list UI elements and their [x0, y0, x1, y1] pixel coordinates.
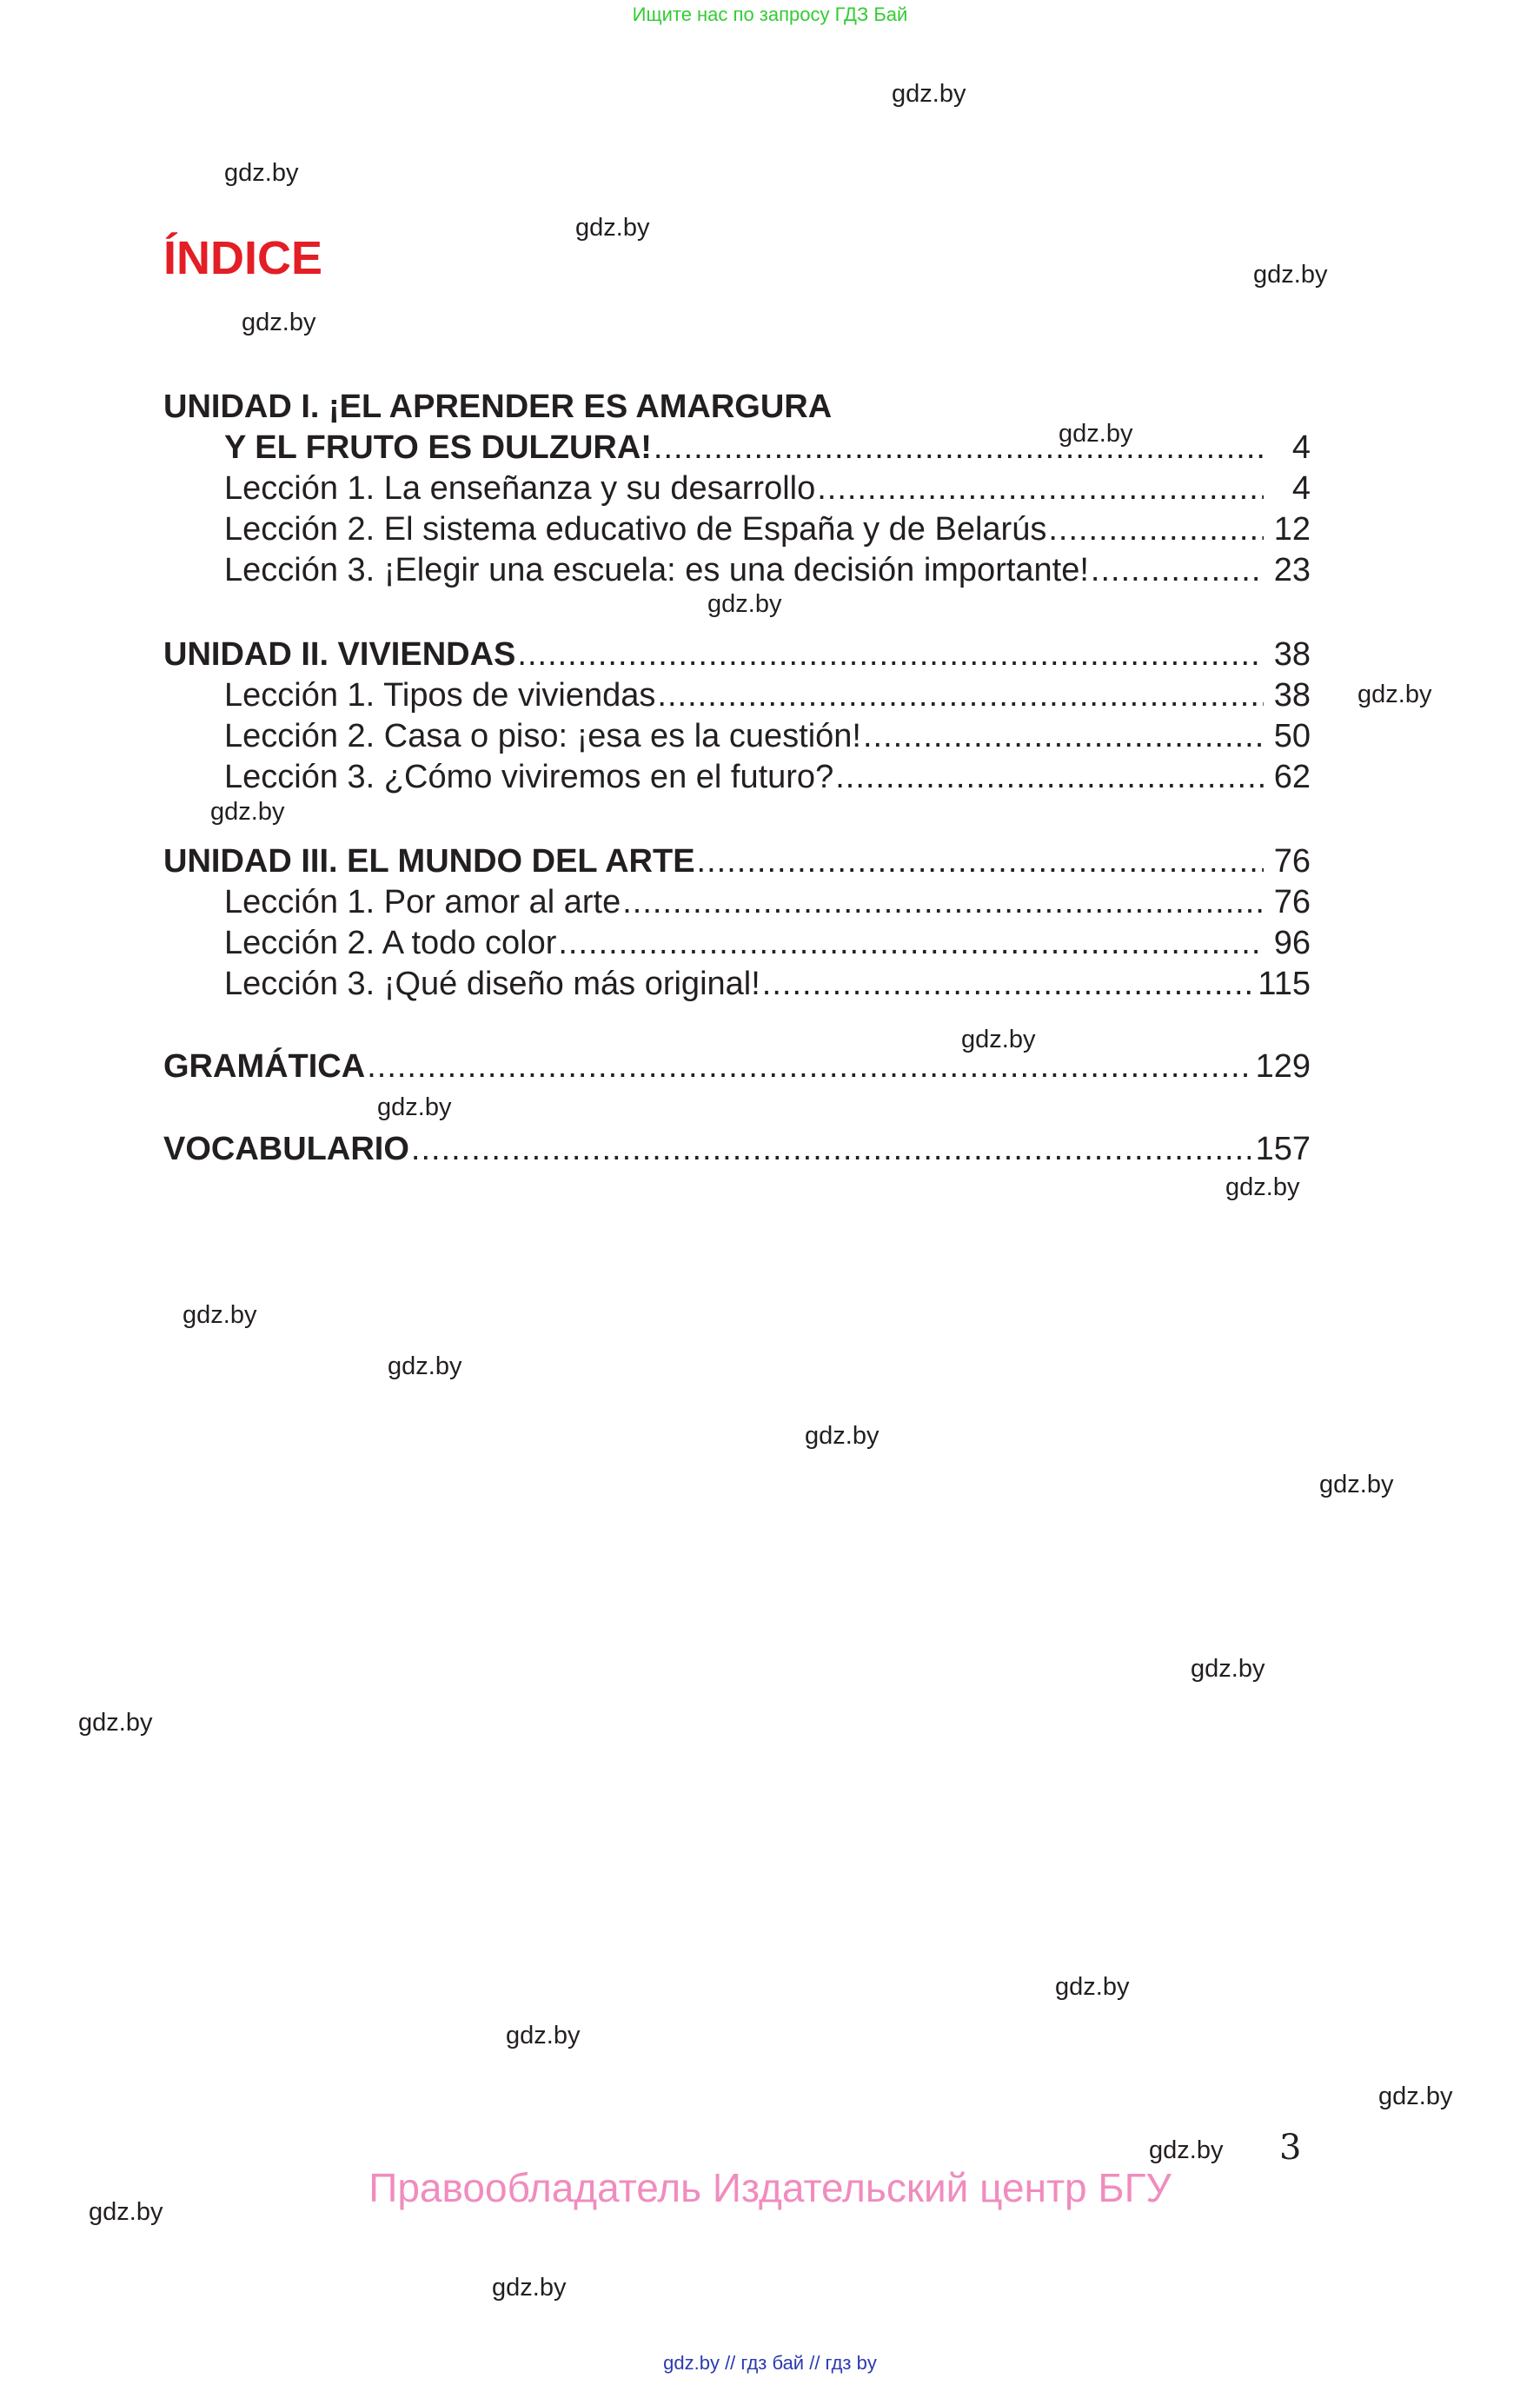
- lesson-label: Lección 1. La enseñanza y su desarrollo: [224, 470, 816, 507]
- watermark: gdz.by: [492, 2274, 567, 2302]
- watermark: gdz.by: [388, 1352, 462, 1380]
- watermark: gdz.by: [183, 1301, 257, 1329]
- watermark: gdz.by: [1319, 1471, 1394, 1498]
- unit-1-heading: UNIDAD I. ¡EL APRENDER ES AMARGURA: [163, 389, 833, 425]
- lesson-page: 50: [1273, 718, 1311, 754]
- toc-entry-lesson[interactable]: [163, 882, 1311, 923]
- watermark: gdz.by: [1378, 2083, 1453, 2110]
- toc-entry-lesson[interactable]: [163, 468, 1311, 509]
- watermark: gdz.by: [892, 80, 966, 108]
- dot-leader: [863, 716, 1264, 757]
- vocabulary-page: 157: [1255, 1131, 1311, 1167]
- dot-leader: [1048, 509, 1264, 550]
- lesson-page: 115: [1258, 966, 1311, 1002]
- unit-2-heading-row[interactable]: [163, 634, 1311, 675]
- dot-leader: [697, 841, 1264, 882]
- grammar-label: GRAMÁTICA: [163, 1048, 366, 1085]
- watermark: gdz.by: [1225, 1173, 1300, 1201]
- watermark: gdz.by: [1357, 681, 1432, 708]
- watermark: gdz.by: [1191, 1655, 1265, 1683]
- unit-1-heading-cont: Y EL FRUTO ES DULZURA!: [224, 429, 652, 466]
- grammar-page: 129: [1255, 1048, 1311, 1085]
- watermark: gdz.by: [1253, 261, 1328, 289]
- lesson-label: Lección 2. El sistema educativo de España y de Belarús: [224, 511, 1047, 548]
- watermark: gdz.by: [242, 309, 316, 336]
- unit-1-heading-row[interactable]: [163, 428, 1311, 468]
- lesson-label: Lección 1. Por amor al arte: [224, 884, 621, 920]
- unit-2-page: 38: [1273, 636, 1311, 673]
- watermark: gdz.by: [1149, 2136, 1224, 2164]
- dot-leader: [762, 964, 1253, 1005]
- top-banner: Ищите нас по запросу ГДЗ Бай: [632, 3, 908, 25]
- toc-entry-lesson[interactable]: [163, 716, 1311, 757]
- toc-entry-lesson[interactable]: [163, 675, 1311, 716]
- lesson-page: 4: [1291, 470, 1311, 507]
- lesson-label: Lección 3. ¿Cómo viviremos en el futuro?: [224, 759, 834, 795]
- footer-links[interactable]: gdz.by // гдз бай // гдз by: [663, 2352, 877, 2374]
- toc-entry-grammar[interactable]: [163, 1046, 1311, 1087]
- lesson-page: 12: [1273, 511, 1311, 548]
- watermark: gdz.by: [210, 798, 285, 826]
- dot-leader: [835, 757, 1264, 798]
- lesson-page: 76: [1273, 884, 1311, 920]
- watermark: gdz.by: [575, 214, 650, 242]
- lesson-page: 62: [1273, 759, 1311, 795]
- watermark: gdz.by: [805, 1422, 880, 1450]
- unit-3-heading: UNIDAD III. EL MUNDO DEL ARTE: [163, 843, 695, 880]
- unit-1: [163, 387, 1311, 591]
- unit-3: [163, 841, 1311, 1005]
- dot-leader: [622, 882, 1264, 923]
- watermark: gdz.by: [961, 1026, 1036, 1053]
- watermark: gdz.by: [506, 2022, 581, 2050]
- toc-entry-lesson[interactable]: [163, 923, 1311, 964]
- dot-leader: [367, 1046, 1250, 1087]
- unit-2-heading: UNIDAD II. VIVIENDAS: [163, 636, 516, 673]
- lesson-label: Lección 3. ¡Qué diseño más original!: [224, 966, 760, 1002]
- toc-entry-vocabulary[interactable]: [163, 1129, 1311, 1170]
- watermark: gdz.by: [1059, 420, 1133, 448]
- toc-entry-lesson[interactable]: [163, 757, 1311, 798]
- unit-2: [163, 634, 1311, 798]
- lesson-page: 23: [1273, 552, 1311, 588]
- dot-leader: [1091, 550, 1264, 591]
- dot-leader: [517, 634, 1264, 675]
- lesson-page: 38: [1273, 677, 1311, 714]
- lesson-label: Lección 2. A todo color: [224, 925, 557, 961]
- lesson-label: Lección 3. ¡Elegir una escuela: es una decisión importante!: [224, 552, 1089, 588]
- lesson-label: Lección 2. Casa o piso: ¡esa es la cuestión!: [224, 718, 861, 754]
- watermark: gdz.by: [707, 590, 782, 618]
- watermark: gdz.by: [78, 1709, 153, 1737]
- watermark: gdz.by: [89, 2198, 163, 2226]
- dot-leader: [817, 468, 1264, 509]
- lesson-label: Lección 1. Tipos de viviendas: [224, 677, 656, 714]
- toc-entry-lesson[interactable]: [163, 509, 1311, 550]
- dot-leader: [411, 1129, 1251, 1170]
- dot-leader: [558, 923, 1264, 964]
- dot-leader: [657, 675, 1264, 716]
- toc-entry-lesson[interactable]: [163, 550, 1311, 591]
- page-title: ÍNDICE: [163, 232, 323, 284]
- page-number: 3: [1279, 2128, 1302, 2168]
- copyright-holder: Правообладатель Издательский центр БГУ: [368, 2165, 1172, 2210]
- watermark: gdz.by: [377, 1093, 452, 1121]
- vocabulary-label: VOCABULARIO: [163, 1131, 409, 1167]
- watermark: gdz.by: [1055, 1973, 1130, 2001]
- lesson-page: 96: [1273, 925, 1311, 961]
- unit-1-page: 4: [1291, 429, 1311, 466]
- toc-entry-lesson[interactable]: [163, 964, 1311, 1005]
- unit-3-heading-row[interactable]: [163, 841, 1311, 882]
- unit-3-page: 76: [1273, 843, 1311, 880]
- watermark: gdz.by: [224, 159, 299, 187]
- dot-leader: [654, 428, 1264, 468]
- table-of-contents: [163, 387, 1311, 1170]
